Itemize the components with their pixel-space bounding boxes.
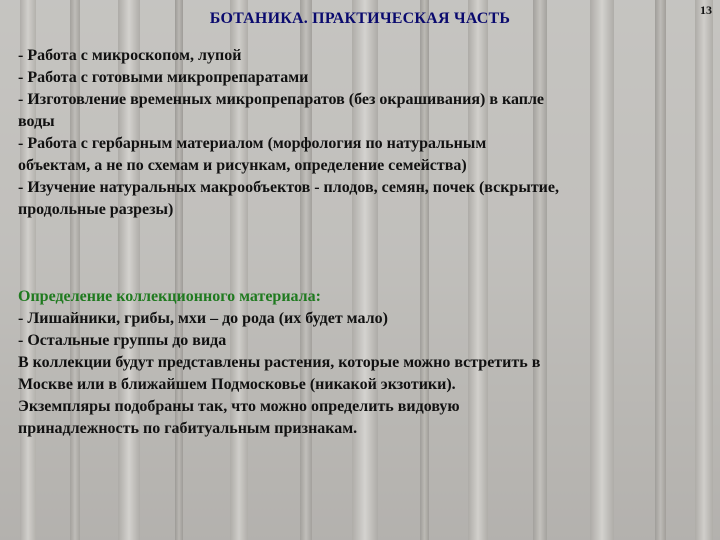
paragraph-line: Экземпляры подобраны так, что можно определить видовую (18, 398, 460, 415)
list-item: - Изучение натуральных макрообъектов - плодов, семян, почек (вскрытие, (18, 179, 559, 196)
paragraph-line: принадлежность по габитуальным признакам. (18, 420, 358, 437)
list-item: - Работа с готовыми микропрепаратами (18, 69, 309, 86)
list-item: - Работа с гербарным материалом (морфология по натуральным (18, 135, 487, 152)
paragraph-line: Москве или в ближайшем Подмосковье (никакой экзотики). (18, 376, 456, 393)
list-item: - Лишайники, грибы, мхи – до рода (их будет мало) (18, 310, 388, 327)
list-item: объектам, а не по схемам и рисункам, определение семейства) (18, 157, 467, 174)
paragraph-line: В коллекции будут представлены растения, которые можно встретить в (18, 354, 541, 371)
section-heading: Определение коллекционного материала: (18, 288, 321, 305)
slide-title: БОТАНИКА. ПРАКТИЧЕСКАЯ ЧАСТЬ (209, 10, 511, 27)
collection-section (18, 286, 708, 440)
list-item: - Остальные группы до вида (18, 332, 227, 349)
list-item: - Изготовление временных микропрепаратов (без окрашивания) в капле (18, 91, 545, 108)
list-item: - Работа с микроскопом, лупой (18, 47, 242, 64)
practical-work-list (18, 45, 708, 221)
list-item: воды (18, 113, 55, 130)
page-number: 13 (700, 3, 712, 17)
list-item: продольные разрезы) (18, 201, 174, 218)
